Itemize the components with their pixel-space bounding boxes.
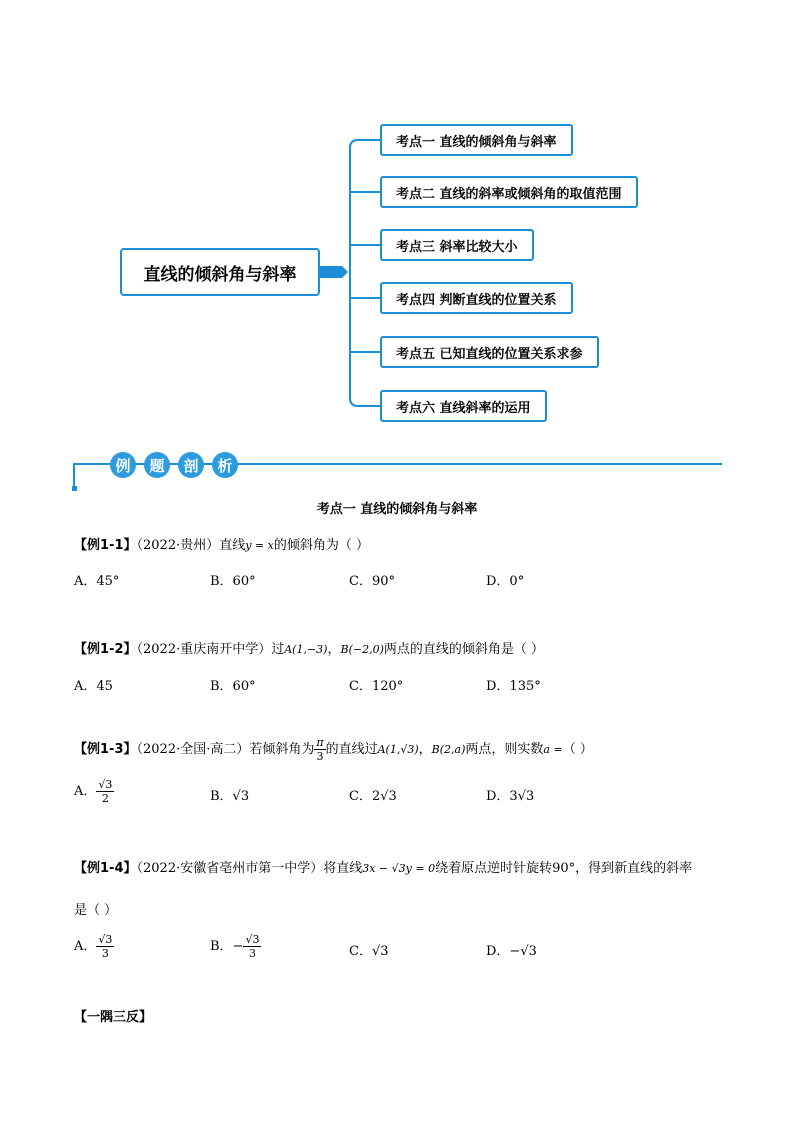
banner-char-1: 例 [110,452,136,478]
q3-option-b: B．√3 [210,789,250,804]
q3-option-d: D．3√3 [486,789,535,804]
q4-option-d: D．−√3 [486,944,537,959]
mindmap-node-3: 考点三 斜率比较大小 [380,229,534,261]
mindmap-node-6: 考点六 直线斜率的运用 [380,390,547,422]
question-tag: 【例1-2】 [74,642,137,657]
q3-option-c: C．2√3 [349,789,397,804]
q2-option-a: A．45 [74,679,113,694]
question-2: 【例1-2】（2022·重庆南开中学）过A(1,−3)，B(−2,0)两点的直线的倾斜角是（ ） [74,642,545,657]
question-tag: 【例1-1】 [74,538,137,553]
q1-option-c: C．90° [349,574,395,589]
question-4: 【例1-4】（2022·安徽省亳州市第一中学）将直线3x − √3y = 0绕着原点逆时针旋转90°，得到新直线的斜率 [74,861,693,876]
question-tag: 【例1-3】 [74,742,137,757]
banner-char-4: 析 [212,452,238,478]
q4-option-b: B．− $\frac{√3}{3}$ [210,933,260,960]
q2-option-d: D．135° [486,679,541,694]
fraction: $\frac{\pi}{3}$ [316,736,324,763]
mindmap-node-4: 考点四 判断直线的位置关系 [380,282,573,314]
practice-heading: 【一隅三反】 [74,1010,153,1025]
q1-option-b: B．60° [210,574,256,589]
q4-option-a: A． $\frac{√3}{3}$ [74,933,113,960]
banner-dot [72,486,77,491]
q1-option-a: A．45° [74,574,120,589]
math-expr: y = x [245,539,274,552]
question-tag: 【例1-4】 [74,861,137,876]
mindmap-node-2: 考点二 直线的斜率或倾斜角的取值范围 [380,176,638,208]
q4-option-c: C．√3 [349,944,389,959]
mindmap-root: 直线的倾斜角与斜率 [120,248,320,296]
q3-option-a: A． $\frac{√3}{2}$ [74,778,113,805]
question-1: 【例1-1】（2022·贵州）直线y = x的倾斜角为（ ） [74,538,369,553]
q2-option-c: C．120° [349,679,404,694]
q1-option-d: D．0° [486,574,525,589]
question-4-line-2: 是（ ） [74,903,118,918]
banner-line [74,463,722,465]
mindmap-node-1: 考点一 直线的倾斜角与斜率 [380,124,573,156]
q2-option-b: B．60° [210,679,256,694]
section-heading: 考点一 直线的倾斜角与斜率 [316,502,478,517]
banner-char-2: 题 [144,452,170,478]
mindmap-node-5: 考点五 已知直线的位置关系求参 [380,336,599,368]
banner-char-3: 剖 [178,452,204,478]
question-3: 【例1-3】（2022·全国·高二）若倾斜角为 $\frac{\pi}{3}$ 的直线过A(1,√3)，B(2,a)两点，则实数a =（ ） [74,736,593,763]
